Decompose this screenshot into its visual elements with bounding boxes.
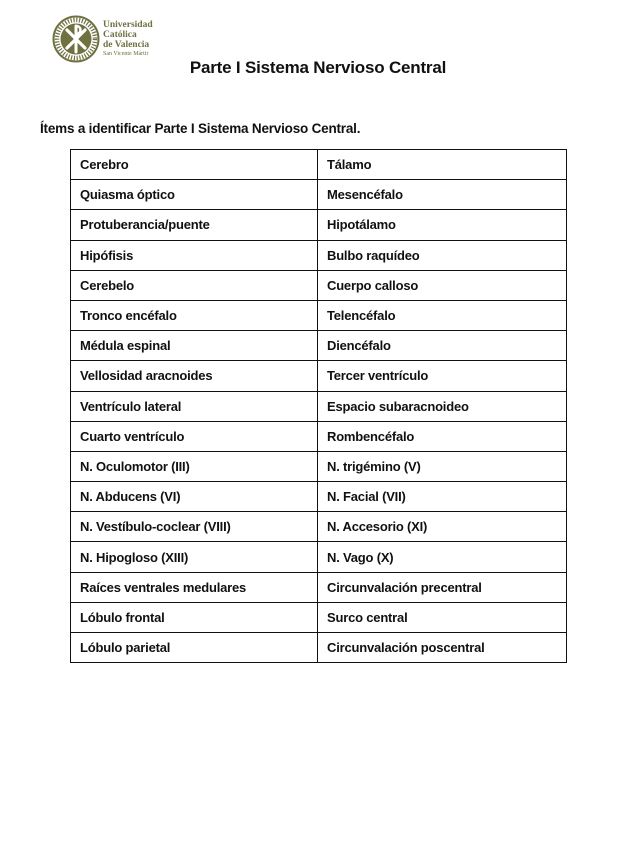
logo-line-1: Universidad xyxy=(103,20,153,30)
table-row xyxy=(71,240,567,270)
table-cell: Circunvalación poscentral xyxy=(318,633,567,663)
table-row xyxy=(71,180,567,210)
table-cell: Espacio subaracnoideo xyxy=(318,391,567,421)
table-row xyxy=(71,391,567,421)
intro-heading: Ítems a identificar Parte I Sistema Nervioso Central. xyxy=(40,121,361,136)
table-row xyxy=(71,512,567,542)
table-cell: Cerebro xyxy=(71,150,318,180)
university-name xyxy=(103,20,153,58)
table-cell: Ventrículo lateral xyxy=(71,391,318,421)
table-cell: Diencéfalo xyxy=(318,331,567,361)
table-row xyxy=(71,482,567,512)
table-cell: N. Hipogloso (XIII) xyxy=(71,542,318,572)
table-cell: N. trigémino (V) xyxy=(318,451,567,481)
table-cell: Circunvalación precentral xyxy=(318,572,567,602)
table-row xyxy=(71,270,567,300)
table-cell: Cerebelo xyxy=(71,270,318,300)
table-cell: Vellosidad aracnoides xyxy=(71,361,318,391)
table-cell: Hipotálamo xyxy=(318,210,567,240)
table-row xyxy=(71,421,567,451)
table-cell: Médula espinal xyxy=(71,331,318,361)
table-cell: Tercer ventrículo xyxy=(318,361,567,391)
table-cell: Protuberancia/puente xyxy=(71,210,318,240)
university-logo xyxy=(52,14,162,64)
table-cell: Bulbo raquídeo xyxy=(318,240,567,270)
table-cell: Cuarto ventrículo xyxy=(71,421,318,451)
logo-line-4: San Vicente Mártir xyxy=(103,51,149,57)
table-cell: Lóbulo frontal xyxy=(71,602,318,632)
items-table xyxy=(70,149,567,663)
table-cell: N. Oculomotor (III) xyxy=(71,451,318,481)
table-cell: Tálamo xyxy=(318,150,567,180)
table-cell: Cuerpo calloso xyxy=(318,270,567,300)
table-cell: N. Abducens (VI) xyxy=(71,482,318,512)
table-cell: Mesencéfalo xyxy=(318,180,567,210)
table-row xyxy=(71,451,567,481)
table-cell: Rombencéfalo xyxy=(318,421,567,451)
table-row xyxy=(71,331,567,361)
table-row xyxy=(71,572,567,602)
logo-line-2: Católica xyxy=(103,30,137,40)
table-row xyxy=(71,210,567,240)
table-cell: Surco central xyxy=(318,602,567,632)
table-cell: N. Facial (VII) xyxy=(318,482,567,512)
table-cell: N. Vestíbulo-coclear (VIII) xyxy=(71,512,318,542)
table-cell: Raíces ventrales medulares xyxy=(71,572,318,602)
table-row xyxy=(71,150,567,180)
table-cell: Hipófisis xyxy=(71,240,318,270)
table-row xyxy=(71,602,567,632)
table-cell: Telencéfalo xyxy=(318,300,567,330)
logo-line-3: de Valencia xyxy=(103,40,150,50)
table-cell: Lóbulo parietal xyxy=(71,633,318,663)
table-cell: N. Vago (X) xyxy=(318,542,567,572)
document-title: Parte I Sistema Nervioso Central xyxy=(189,58,447,77)
table-row xyxy=(71,633,567,663)
table-row xyxy=(71,300,567,330)
chi-rho-seal-icon xyxy=(52,15,100,63)
items-table-body xyxy=(71,150,567,663)
table-row xyxy=(71,542,567,572)
table-cell: N. Accesorio (XI) xyxy=(318,512,567,542)
table-row xyxy=(71,361,567,391)
table-cell: Tronco encéfalo xyxy=(71,300,318,330)
table-cell: Quiasma óptico xyxy=(71,180,318,210)
